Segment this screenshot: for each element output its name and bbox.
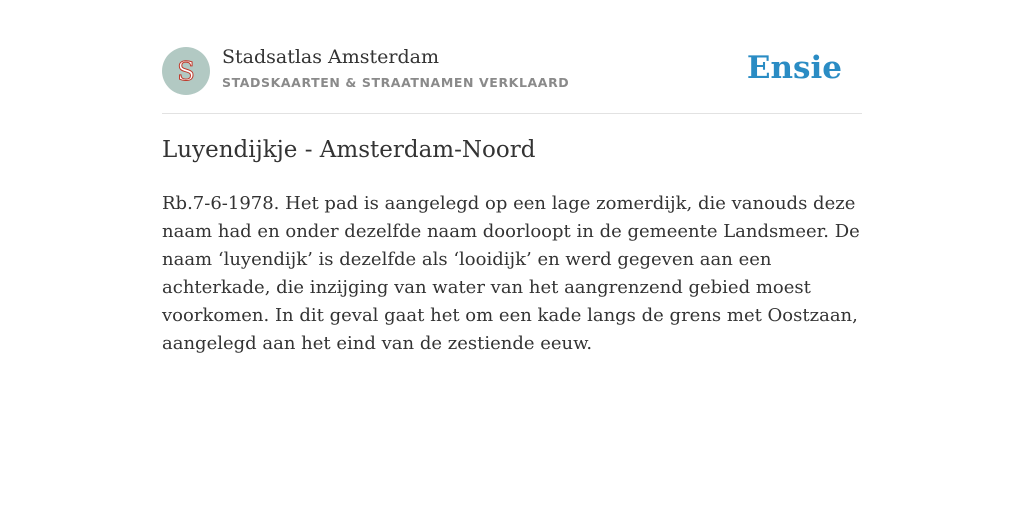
entry-body: Rb.7-6-1978. Het pad is aangelegd op een lage zomerdijk, die vanouds deze naam had en onder dezelfde naam doorloopt in de gemeente Landsmeer. De naam ‘luyendijk’ is dezelfde als ‘looidijk’ en werd gegeven aan een achterkade, die inzijging van water van het aangrenzend gebied moest voorkomen. In dit geval gaat het om een kade langs de grens met Oostzaan, aangelegd aan het eind van de zestiende eeuw. [162, 193, 860, 354]
avatar-letter: S [177, 57, 195, 87]
header-divider [162, 113, 862, 114]
site-title[interactable]: Stadsatlas Amsterdam [222, 46, 440, 68]
site-subtitle: STADSKAARTEN & STRAATNAMEN VERKLAARD [222, 75, 570, 90]
entry-title: Luyendijkje - Amsterdam-Noord [162, 137, 536, 163]
site-header [162, 46, 862, 96]
brand-logo[interactable]: Ensie [746, 50, 842, 86]
avatar[interactable] [162, 47, 210, 95]
